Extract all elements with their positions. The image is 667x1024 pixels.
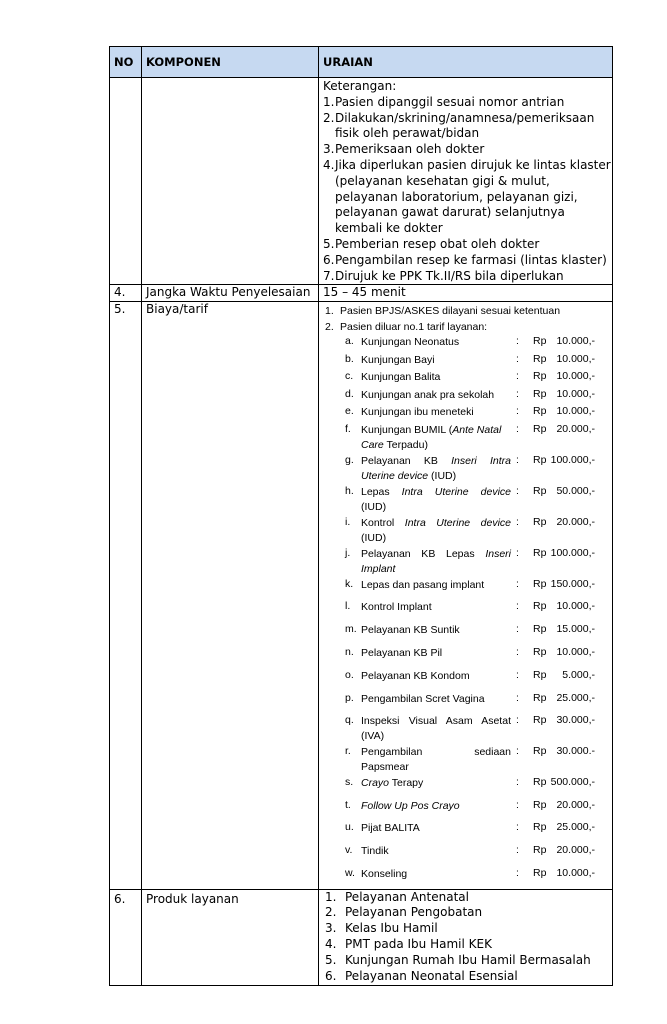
fee-item-amount: 10.000,-	[556, 352, 595, 365]
fee-item-amount: 30.000,-	[556, 713, 595, 726]
service-standard-table	[109, 46, 613, 986]
fee-item-colon: :	[516, 866, 519, 879]
fee-item	[323, 423, 612, 454]
fee-item-currency: Rp	[533, 744, 547, 757]
fee-item-letter: t.	[345, 798, 351, 811]
fee-item-label-part: Kunjungan Neonatus	[361, 336, 460, 349]
fee-item-amount: 20.000,-	[556, 798, 595, 811]
cell-komponen-empty	[142, 78, 319, 285]
fee-item-amount: 50.000,-	[556, 484, 595, 497]
fee-item-label-part: Intra Uterine device	[401, 485, 511, 498]
fee-item-amount: 5.000,-	[562, 668, 595, 681]
produk-item	[323, 890, 612, 906]
fee-item-letter: r.	[345, 744, 351, 757]
fee-item-letter: i.	[345, 515, 351, 528]
fee-item-currency: Rp	[533, 775, 547, 788]
fee-item	[323, 335, 612, 353]
produk-item-number: 5.	[325, 952, 337, 967]
biaya-point-1-number: 1.	[325, 305, 334, 318]
fee-item-label	[361, 844, 511, 859]
row4-uraian: 15 – 45 menit	[319, 285, 613, 302]
fee-item-colon: :	[516, 352, 519, 365]
fee-item-amount: 10.000,-	[556, 599, 595, 612]
fee-item-letter: o.	[345, 668, 354, 681]
produk-item-number: 3.	[325, 921, 337, 936]
fee-item-letter: j.	[345, 546, 351, 559]
fee-item-label	[361, 799, 511, 814]
keterangan-item-number: 1.	[323, 94, 335, 109]
fee-item	[323, 821, 612, 844]
fee-item-label	[361, 776, 511, 791]
fee-item-letter: m.	[345, 622, 357, 635]
fee-item-amount: 500.000,-	[550, 775, 595, 788]
row5-komponen: Biaya/tarif	[142, 302, 319, 890]
biaya-point-2-text: Pasien diluar no.1 tarif layanan:	[340, 321, 488, 334]
fee-item-letter: q.	[345, 713, 354, 726]
fee-item-letter: k.	[345, 577, 354, 590]
keterangan-item-text: Pemeriksaan oleh dokter	[335, 142, 485, 157]
fee-item-amount: 100.000,-	[550, 453, 595, 466]
fee-item-amount: 20.000,-	[556, 422, 595, 435]
keterangan-item-text: Jika diperlukan pasien dirujuk ke lintas klaster (pelayanan kesehatan gigi & mulut, pelayanan laboratorium, pelayanan gizi, pelayanan gawat darurat) selanjutnya kembali ke dokter	[335, 157, 611, 236]
fee-item-label	[361, 623, 511, 638]
keterangan-item	[323, 158, 612, 237]
fee-item-amount: 20.000,-	[556, 843, 595, 856]
fee-item-currency: Rp	[533, 335, 547, 348]
fee-item-label-part: Konseling	[361, 867, 408, 880]
fee-item-label-part: Inseri Implant	[361, 547, 511, 575]
fee-item-letter: g.	[345, 453, 354, 466]
fee-item-currency: Rp	[533, 370, 547, 383]
fee-item-letter: u.	[345, 820, 354, 833]
fee-item-currency: Rp	[533, 843, 547, 856]
produk-item-text: PMT pada Ibu Hamil KEK	[345, 937, 492, 952]
fee-item-currency: Rp	[533, 453, 547, 466]
fee-item-letter: v.	[345, 843, 353, 856]
fee-item-label-part: Kunjungan Balita	[361, 371, 441, 384]
fee-item-label-part: Inseri Intra Uterine device	[361, 454, 512, 482]
fee-item-label-part: Terpadu)	[383, 438, 428, 451]
fee-item-letter: e.	[345, 405, 354, 418]
fee-item-label	[361, 669, 511, 684]
keterangan-item	[323, 95, 612, 111]
fee-item-amount: 10.000,-	[556, 335, 595, 348]
table-row-4	[110, 285, 613, 302]
fee-item-colon: :	[516, 405, 519, 418]
fee-item-amount: 10.000,-	[556, 370, 595, 383]
fee-item-currency: Rp	[533, 798, 547, 811]
fee-item-label-part: Pengambilan sediaan Papsmear	[361, 745, 511, 773]
fee-item-colon: :	[516, 599, 519, 612]
fee-item-label-part: Intra Uterine device	[404, 516, 512, 529]
cell-biaya	[319, 302, 613, 890]
keterangan-item	[323, 237, 612, 253]
fee-item-label-part: Kunjungan anak pra sekolah	[361, 388, 495, 401]
produk-item-text: Pelayanan Antenatal	[345, 889, 469, 904]
fee-item-label	[361, 423, 511, 453]
fee-item-label	[361, 600, 511, 615]
fee-item-amount: 150.000,-	[550, 577, 595, 590]
fee-item-colon: :	[516, 668, 519, 681]
fee-item-colon: :	[516, 387, 519, 400]
produk-item	[323, 969, 612, 985]
biaya-point-2	[323, 319, 612, 335]
fee-item-colon: :	[516, 645, 519, 658]
fee-item-letter: c.	[345, 370, 354, 383]
fee-item-label	[361, 714, 511, 744]
fee-item-amount: 10.000,-	[556, 405, 595, 418]
cell-no-empty	[110, 78, 142, 285]
cell-keterangan	[319, 78, 613, 285]
fee-item-currency: Rp	[533, 405, 547, 418]
fee-item	[323, 600, 612, 623]
fee-item-label-part: Pelayanan KB Pil	[361, 646, 443, 659]
fee-item-label	[361, 370, 511, 385]
keterangan-title: Keterangan:	[323, 79, 397, 93]
fee-item-label	[361, 867, 511, 882]
fee-item	[323, 516, 612, 547]
fee-item-currency: Rp	[533, 645, 547, 658]
produk-item-number: 4.	[325, 937, 337, 952]
produk-item-number: 2.	[325, 905, 337, 920]
fee-item	[323, 669, 612, 692]
fee-item-currency: Rp	[533, 352, 547, 365]
row6-no: 6.	[110, 889, 142, 985]
fee-item-currency: Rp	[533, 668, 547, 681]
fee-item-colon: :	[516, 546, 519, 559]
fee-item-letter: l.	[345, 599, 351, 612]
fee-item	[323, 388, 612, 406]
fee-item	[323, 623, 612, 646]
fee-item-colon: :	[516, 798, 519, 811]
fee-item-letter: p.	[345, 691, 354, 704]
fee-item	[323, 844, 612, 867]
header-no: NO	[110, 47, 142, 78]
fee-item	[323, 547, 612, 578]
fee-item-colon: :	[516, 484, 519, 497]
row4-komponen: Jangka Waktu Penyelesaian	[142, 285, 319, 302]
fee-item-letter: f.	[345, 422, 351, 435]
produk-item-text: Kelas Ibu Hamil	[345, 921, 438, 936]
fee-item	[323, 692, 612, 714]
fee-item-label-part: Pengambilan Scret Vagina	[361, 692, 485, 705]
fee-item-label-part: Terapy	[389, 776, 424, 789]
fee-item-amount: 10.000,-	[556, 387, 595, 400]
produk-item-number: 1.	[325, 889, 337, 904]
fee-item-amount: 15.000,-	[556, 622, 595, 635]
fee-item-colon: :	[516, 422, 519, 435]
fee-item-label-part: Pelayanan KB Lepas	[361, 547, 486, 560]
fee-item-label	[361, 578, 511, 593]
fee-item-amount: 100.000,-	[550, 546, 595, 559]
fee-item-label-part: (IUD)	[428, 469, 457, 482]
fee-item-label	[361, 821, 511, 836]
fee-item-letter: d.	[345, 387, 354, 400]
fee-item-label-part: Pelayanan KB	[361, 454, 452, 467]
produk-list	[323, 890, 612, 985]
keterangan-list	[323, 95, 612, 285]
fee-item-currency: Rp	[533, 484, 547, 497]
keterangan-item-text: Dirujuk ke PPK Tk.II/RS bila diperlukan	[335, 268, 564, 283]
fee-item-letter: b.	[345, 352, 354, 365]
fee-item	[323, 799, 612, 821]
row5-no: 5.	[110, 302, 142, 890]
fee-item	[323, 370, 612, 388]
keterangan-item-number: 5.	[323, 236, 335, 251]
table-row-keterangan	[110, 78, 613, 285]
produk-item-text: Pelayanan Neonatal Esensial	[345, 968, 518, 983]
fee-item-currency: Rp	[533, 622, 547, 635]
fee-item-label	[361, 547, 511, 577]
keterangan-item	[323, 269, 612, 285]
fee-item-label	[361, 335, 511, 350]
fee-item-label-part: Kontrol Implant	[361, 600, 432, 613]
fee-item-letter: w.	[345, 866, 355, 879]
fee-item-currency: Rp	[533, 691, 547, 704]
fee-item-label-part: Pelayanan KB Suntik	[361, 623, 460, 636]
fee-item-label	[361, 405, 511, 420]
header-komponen: KOMPONEN	[142, 47, 319, 78]
header-uraian: URAIAN	[319, 47, 613, 78]
fee-item	[323, 454, 612, 485]
fee-item-colon: :	[516, 691, 519, 704]
table-row-5	[110, 302, 613, 890]
fee-item-colon: :	[516, 577, 519, 590]
fee-item-colon: :	[516, 713, 519, 726]
fee-item	[323, 867, 612, 889]
keterangan-item-text: Pengambilan resep ke farmasi (lintas klaster)	[335, 252, 607, 267]
fee-item-amount: 25.000,-	[556, 820, 595, 833]
fee-item-label-part: Lepas	[361, 485, 402, 498]
fee-item-label	[361, 516, 511, 546]
keterangan-item-number: 4.	[323, 157, 335, 172]
fee-item-currency: Rp	[533, 387, 547, 400]
produk-item-text: Kunjungan Rumah Ibu Hamil Bermasalah	[345, 952, 591, 967]
fee-item-amount: 30.000.-	[556, 744, 595, 757]
fee-item	[323, 714, 612, 745]
keterangan-item-text: Pasien dipanggil sesuai nomor antrian	[335, 94, 565, 109]
fee-item-currency: Rp	[533, 422, 547, 435]
fee-item-currency: Rp	[533, 546, 547, 559]
row6-komponen: Produk layanan	[142, 889, 319, 985]
fee-item-label-part: (IUD)	[361, 500, 387, 513]
fee-item-label-part: Kontrol	[361, 516, 405, 529]
fee-item	[323, 353, 612, 371]
fee-item	[323, 578, 612, 600]
fee-item-label-part: Ante Natal Care	[361, 423, 502, 451]
fee-item-label	[361, 646, 511, 661]
fee-item-letter: a.	[345, 335, 354, 348]
produk-item	[323, 905, 612, 921]
fee-item-label	[361, 745, 511, 775]
row4-no: 4.	[110, 285, 142, 302]
produk-item	[323, 937, 612, 953]
fee-item-colon: :	[516, 335, 519, 348]
keterangan-item-number: 3.	[323, 142, 335, 157]
cell-produk	[319, 889, 613, 985]
table-header-row	[110, 47, 613, 78]
biaya-point-2-number: 2.	[325, 321, 334, 334]
fee-item-colon: :	[516, 744, 519, 757]
keterangan-item-number: 2.	[323, 110, 335, 125]
fee-item-colon: :	[516, 622, 519, 635]
fee-item-label	[361, 388, 511, 403]
fee-item-amount: 25.000,-	[556, 691, 595, 704]
fee-item-label-part: Inspeksi Visual Asam Asetat (IVA)	[361, 714, 511, 742]
produk-item	[323, 953, 612, 969]
fee-item-label-part: Tindik	[361, 844, 389, 857]
fee-item-label	[361, 353, 511, 368]
fee-item-letter: n.	[345, 645, 354, 658]
fee-item-label	[361, 454, 511, 484]
keterangan-item-text: Pemberian resep obat oleh dokter	[335, 236, 540, 251]
table-row-6	[110, 889, 613, 985]
keterangan-item	[323, 111, 612, 143]
fee-item-label-part: Pelayanan KB Kondom	[361, 669, 470, 682]
fee-item-label-part: Kunjungan BUMIL (	[361, 423, 453, 436]
fee-item-label-part: Kunjungan ibu meneteki	[361, 406, 474, 419]
fee-item-letter: h.	[345, 484, 354, 497]
fee-item-currency: Rp	[533, 866, 547, 879]
fee-item-currency: Rp	[533, 599, 547, 612]
fee-item-label	[361, 692, 511, 707]
fee-item-label-part: Kunjungan Bayi	[361, 353, 435, 366]
fee-item-label-part: Crayo	[361, 776, 390, 789]
fee-item	[323, 405, 612, 423]
fee-item-currency: Rp	[533, 577, 547, 590]
produk-item	[323, 921, 612, 937]
fee-item-currency: Rp	[533, 515, 547, 528]
fee-item-currency: Rp	[533, 820, 547, 833]
fee-item-colon: :	[516, 775, 519, 788]
fee-item-colon: :	[516, 843, 519, 856]
fee-item-amount: 10.000,-	[556, 866, 595, 879]
fee-item	[323, 485, 612, 516]
fee-item-amount: 20.000,-	[556, 515, 595, 528]
biaya-point-1	[323, 303, 612, 319]
produk-item-number: 6.	[325, 968, 337, 983]
fee-item-label-part: (IUD)	[361, 531, 387, 544]
fee-item-label-part: Lepas dan pasang implant	[361, 578, 485, 591]
fee-item-currency: Rp	[533, 713, 547, 726]
keterangan-item	[323, 142, 612, 158]
fee-item-colon: :	[516, 370, 519, 383]
fee-item-amount: 10.000,-	[556, 645, 595, 658]
fee-item	[323, 776, 612, 799]
keterangan-item-number: 6.	[323, 252, 335, 267]
fee-list	[323, 335, 612, 889]
fee-item	[323, 646, 612, 669]
keterangan-item-number: 7.	[323, 268, 335, 283]
fee-item-label-part: Follow Up Pos Crayo	[361, 799, 460, 812]
biaya-point-1-text: Pasien BPJS/ASKES dilayani sesuai ketentuan	[340, 305, 561, 318]
keterangan-item-text: Dilakukan/skrining/anamnesa/pemeriksaan fisik oleh perawat/bidan	[335, 110, 595, 141]
fee-item-colon: :	[516, 820, 519, 833]
fee-item	[323, 745, 612, 776]
fee-item-label-part: Pijat BALITA	[361, 821, 420, 834]
fee-item-colon: :	[516, 515, 519, 528]
keterangan-item	[323, 253, 612, 269]
produk-item-text: Pelayanan Pengobatan	[345, 905, 483, 920]
fee-item-letter: s.	[345, 775, 354, 788]
fee-item-label	[361, 485, 511, 515]
fee-item-colon: :	[516, 453, 519, 466]
